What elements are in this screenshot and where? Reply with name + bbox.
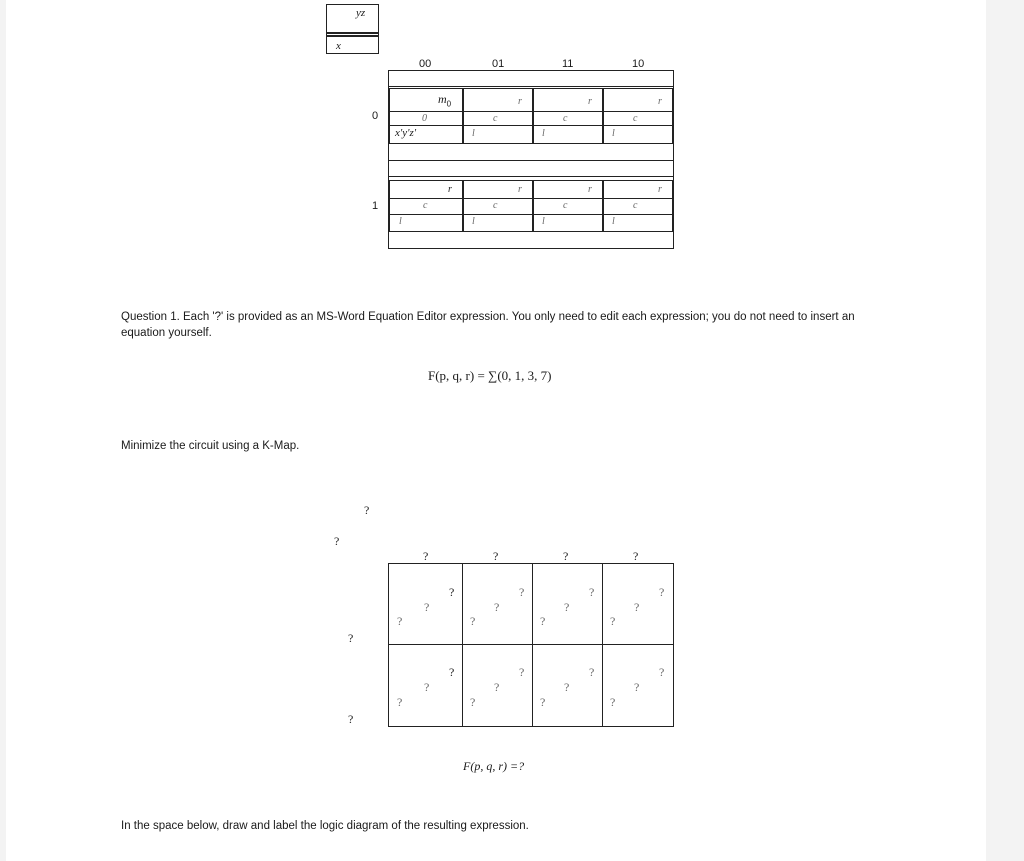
kmap2-cell-low[interactable]: ?: [540, 614, 546, 628]
kmap1-cell0-minterm: $m_0$: [438, 92, 452, 109]
kmap1-cell0-expr: x'y'z': [395, 127, 417, 139]
kmap1-inner-line: [389, 111, 673, 112]
kmap2-row-label[interactable]: ?: [348, 712, 354, 726]
kmap1-col-01: 01: [492, 58, 505, 70]
kmap1-c: c: [563, 113, 568, 124]
kmap1-r: r: [448, 184, 452, 195]
kmap1-r: r: [658, 184, 662, 195]
kmap2-cell-top[interactable]: ?: [589, 665, 595, 679]
kmap2-col-label[interactable]: ?: [493, 549, 499, 563]
kmap2-var-label[interactable]: ?: [364, 503, 370, 517]
kmap1-r: r: [588, 184, 592, 195]
result-function[interactable]: F(p, q, r) =?: [463, 759, 525, 773]
kmap2-cell-mid[interactable]: ?: [634, 600, 640, 614]
kmap2-vline: [532, 563, 533, 727]
kmap2-cell-top[interactable]: ?: [659, 585, 665, 599]
kmap1-inner-line: [389, 125, 673, 126]
kmap2-cell-low[interactable]: ?: [540, 695, 546, 709]
kmap2-hline: [388, 644, 674, 645]
kmap2-cell-top[interactable]: ?: [659, 665, 665, 679]
kmap1-row-1: 1: [372, 200, 379, 212]
kmap1-hline: [388, 176, 674, 177]
kmap1-inner-line: [389, 198, 673, 199]
kmap2-col-label[interactable]: ?: [633, 549, 639, 563]
kmap1-col-11: 11: [562, 58, 574, 70]
kmap1-hline: [388, 160, 674, 161]
corner-x-label: x: [336, 40, 341, 52]
kmap2-cell-low[interactable]: ?: [470, 614, 476, 628]
kmap2-cell-low[interactable]: ?: [397, 695, 403, 709]
kmap2-cell-mid[interactable]: ?: [634, 680, 640, 694]
kmap2-vline: [462, 563, 463, 727]
question-instruction: Minimize the circuit using a K-Map.: [121, 440, 300, 452]
kmap2-cell-top[interactable]: ?: [449, 665, 455, 679]
kmap2-cell-mid[interactable]: ?: [564, 680, 570, 694]
kmap1-col-00: 00: [419, 58, 432, 70]
kmap1-col-10: 10: [632, 58, 645, 70]
kmap1-c: c: [493, 113, 498, 124]
kmap2-cell-top[interactable]: ?: [519, 665, 525, 679]
kmap2-col-label[interactable]: ?: [423, 549, 429, 563]
corner-yz-box: [326, 4, 379, 33]
kmap2-cell-low[interactable]: ?: [397, 614, 403, 628]
kmap1-l: l: [542, 216, 545, 227]
kmap1-l: l: [472, 216, 475, 227]
document-page: [6, 0, 986, 861]
kmap2-cell-top[interactable]: ?: [519, 585, 525, 599]
kmap1-r: r: [658, 96, 662, 107]
kmap2-vline: [602, 563, 603, 727]
corner-yz-label: yz: [356, 7, 366, 19]
kmap1-c: c: [423, 200, 428, 211]
kmap1-row-0: 0: [372, 110, 379, 122]
kmap1-l: l: [542, 128, 545, 139]
kmap1-c: c: [633, 200, 638, 211]
question-text: Question 1. Each '?' is provided as an MS-Word Equation Editor expression. You only need to edit each expression; you do not need to insert an equation yourself.: [121, 311, 855, 339]
question-function: F(p, q, r) = ∑(0, 1, 3, 7): [428, 368, 552, 383]
kmap1-l: l: [399, 216, 402, 227]
kmap1-l: l: [612, 216, 615, 227]
kmap2-row-label[interactable]: ?: [348, 631, 354, 645]
kmap2-col-label[interactable]: ?: [563, 549, 569, 563]
kmap2-cell-mid[interactable]: ?: [424, 600, 430, 614]
kmap1-cell0-value: 0: [422, 113, 427, 124]
kmap1-c: c: [493, 200, 498, 211]
kmap2-frame: [388, 563, 674, 727]
kmap1-inner-line: [389, 214, 673, 215]
kmap2-cell-top[interactable]: ?: [449, 585, 455, 599]
kmap2-cell-low[interactable]: ?: [610, 695, 616, 709]
kmap2-cell-low[interactable]: ?: [610, 614, 616, 628]
kmap2-cell-mid[interactable]: ?: [424, 680, 430, 694]
kmap2-cell-mid[interactable]: ?: [564, 600, 570, 614]
kmap2-var-label[interactable]: ?: [334, 534, 340, 548]
kmap1-l: l: [472, 128, 475, 139]
corner-x-box: [326, 36, 379, 54]
kmap1-hline: [388, 86, 674, 87]
kmap2-cell-top[interactable]: ?: [589, 585, 595, 599]
kmap1-r: r: [588, 96, 592, 107]
kmap1-r: r: [518, 96, 522, 107]
kmap1-c: c: [633, 113, 638, 124]
footer-instruction: In the space below, draw and label the logic diagram of the resulting expression.: [121, 820, 529, 832]
kmap1-r: r: [518, 184, 522, 195]
kmap2-cell-mid[interactable]: ?: [494, 600, 500, 614]
kmap2-cell-low[interactable]: ?: [470, 695, 476, 709]
kmap1-c: c: [563, 200, 568, 211]
kmap1-l: l: [612, 128, 615, 139]
kmap2-cell-mid[interactable]: ?: [494, 680, 500, 694]
